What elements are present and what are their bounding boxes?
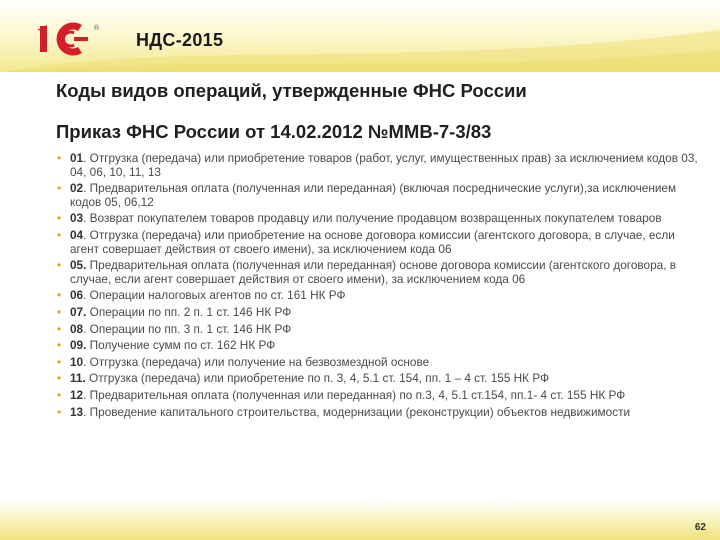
list-item	[56, 306, 706, 320]
list-item	[56, 356, 706, 370]
list-item	[56, 259, 706, 286]
operation-description: . Отгрузка (передача) или приобретение на основе договора комиссии (агентского договора, в случае, если агент совершает действия от своего имени), за исключением кода 06	[70, 227, 675, 256]
1c-logo-icon	[36, 20, 106, 56]
operation-description: Получение сумм по ст. 162 НК РФ	[86, 338, 276, 353]
operation-code: 06	[70, 288, 84, 303]
bullet-icon: •	[57, 211, 62, 226]
operation-code: 09.	[70, 338, 87, 353]
operation-description: . Проведение капитального строительства, модернизации (реконструкции) объектов недвижимости	[83, 404, 631, 419]
list-item	[56, 182, 706, 209]
operation-code: 11.	[70, 371, 86, 386]
header-title: НДС-2015	[136, 30, 224, 50]
operation-description: . Отгрузка (передача) или получение на безвозмездной основе	[83, 354, 430, 369]
bullet-icon: •	[57, 321, 62, 336]
list-item	[56, 229, 706, 256]
bullet-icon: •	[57, 371, 62, 386]
header-swoosh-decoration	[0, 0, 720, 72]
operation-description: . Операции по пп. 3 п. 1 ст. 146 НК РФ	[83, 321, 292, 336]
list-item	[56, 339, 706, 353]
operation-code: 12	[70, 387, 84, 402]
bullet-icon: •	[57, 151, 62, 165]
list-item	[56, 389, 706, 403]
registered-mark: ®	[94, 25, 100, 32]
list-item	[56, 212, 706, 226]
operation-code: 05.	[70, 258, 87, 273]
bullet-icon: •	[57, 354, 62, 369]
operation-code: 07.	[70, 304, 87, 319]
operation-description: Операции по пп. 2 п. 1 ст. 146 НК РФ	[86, 304, 292, 319]
bullet-icon: •	[57, 181, 62, 196]
operation-description: . Операции налоговых агентов по ст. 161 НК РФ	[83, 288, 346, 303]
bullet-icon: •	[57, 288, 62, 303]
list-item	[56, 323, 706, 337]
slide-header	[0, 0, 720, 72]
operation-description: Отгрузка (передача) или приобретение по п. 3, 4, 5.1 ст. 154, пп. 1 – 4 ст. 155 НК РФ	[85, 371, 550, 386]
list-item	[56, 289, 706, 303]
operation-description: . Отгрузка (передача) или приобретение товаров (работ, услуг, имущественных прав) за исключением кодов 03, 04, 06, 10, 11, 13	[70, 151, 698, 179]
bullet-icon: •	[57, 404, 62, 419]
operation-code: 13	[70, 404, 84, 419]
page-subtitle: Приказ ФНС России от 14.02.2012 №ММВ-7-3/83	[56, 121, 492, 142]
list-item	[56, 406, 706, 420]
list-item	[56, 372, 706, 386]
bullet-icon: •	[57, 304, 62, 319]
operation-code: 04	[70, 227, 84, 242]
operation-code: 02	[70, 181, 84, 196]
operation-code: 08	[70, 321, 84, 336]
operation-codes-list	[56, 152, 706, 422]
operation-description: . Возврат покупателем товаров продавцу или получение продавцом возвращенных покупателем товаров	[83, 211, 662, 226]
bullet-icon: •	[57, 338, 62, 353]
operation-description: Предварительная оплата (полученная или переданная) основе договора комиссии (агентского договора, в случае, если агент совершает действия от своего имени), за исключением кода 06	[70, 258, 677, 286]
page-number: 62	[694, 522, 706, 533]
bullet-icon: •	[57, 258, 62, 273]
operation-code: 01	[70, 151, 84, 165]
page-title: Коды видов операций, утвержденные ФНС России	[56, 80, 527, 101]
operation-code: 03	[70, 211, 84, 226]
operation-description: . Предварительная оплата (полученная или переданная) (включая посреднические услуги),за исключением кодов 05, 06,12	[70, 181, 677, 209]
bullet-icon: •	[57, 387, 62, 402]
operation-code: 10	[70, 354, 84, 369]
operation-description: . Предварительная оплата (полученная или переданная) по п.3, 4, 5.1 ст.154, пп.1- 4 ст. 155 НК РФ	[83, 387, 626, 402]
slide-footer	[0, 500, 720, 540]
bullet-icon: •	[57, 227, 62, 242]
list-item	[56, 152, 706, 179]
